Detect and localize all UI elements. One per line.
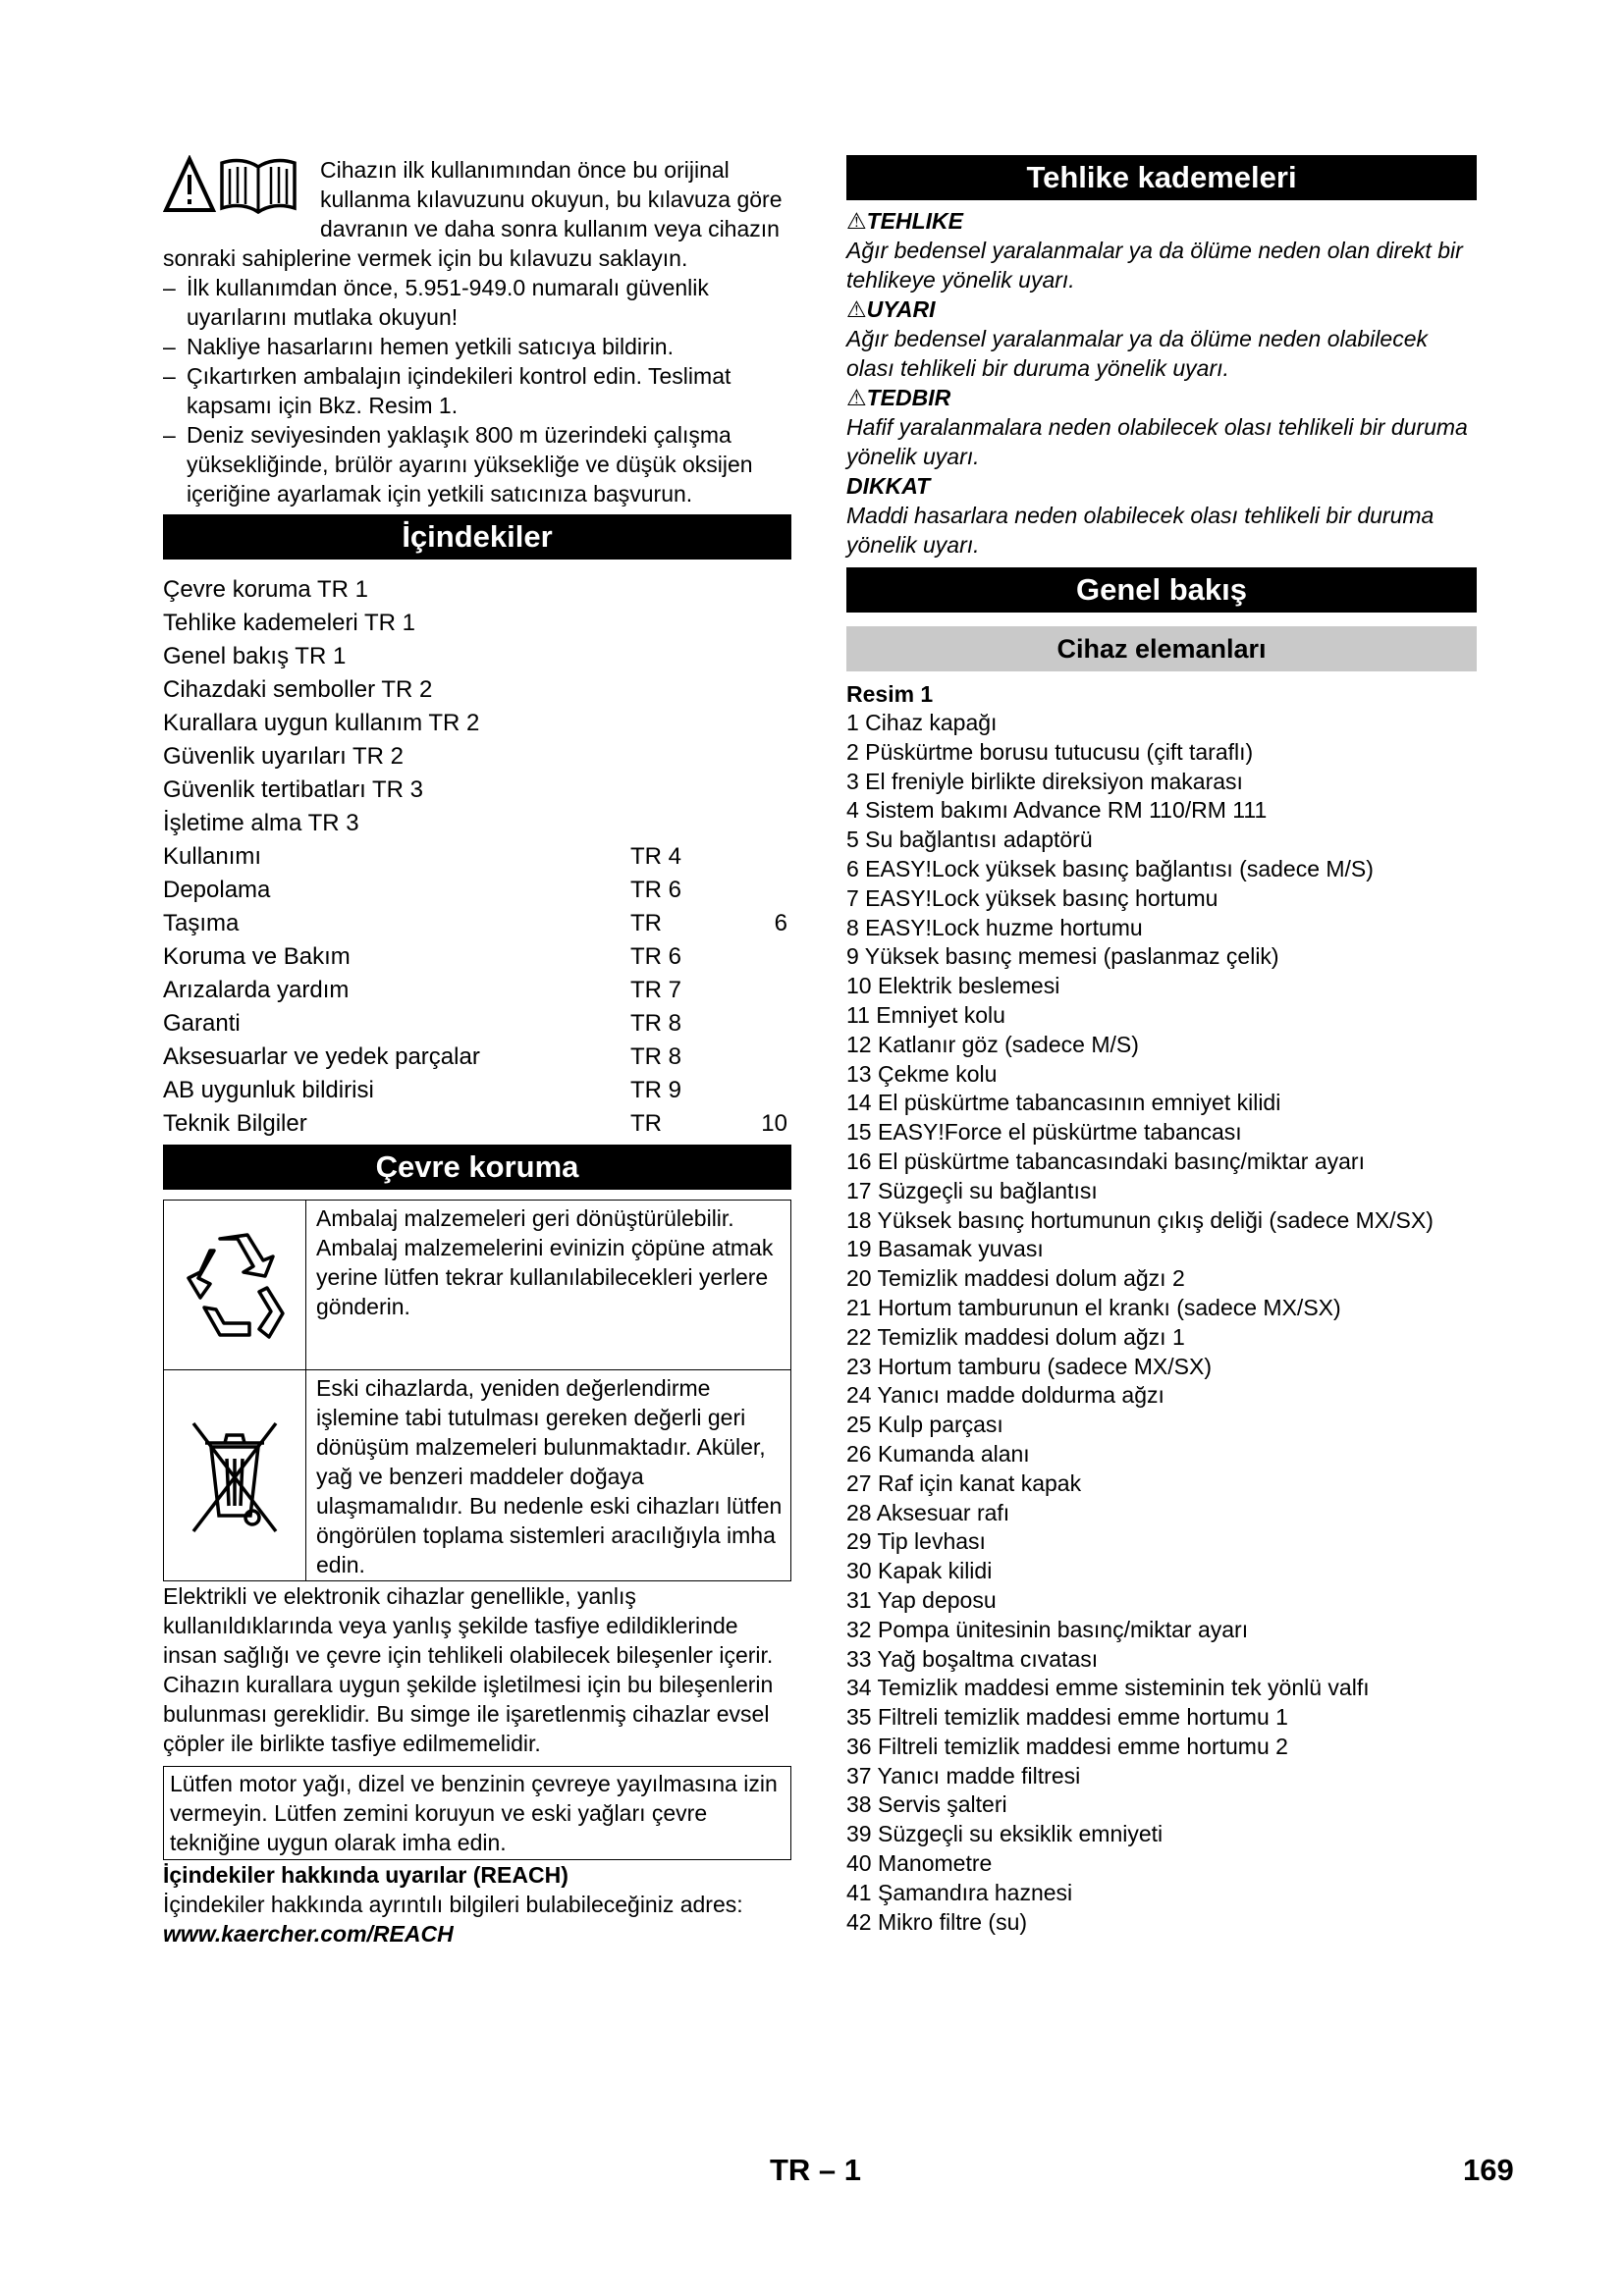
parts-list-item: 31 Yap deposu	[846, 1586, 997, 1613]
hazard-text-caution: Hafif yaralanmalara neden olabilecek olası tehlikeli bir duruma yönelik uyarı.	[846, 414, 1468, 469]
toc-page: TR 8	[630, 1043, 682, 1070]
toc-row[interactable]	[163, 640, 791, 673]
toc-row[interactable]	[163, 840, 791, 874]
toc-page: TR 6	[630, 877, 682, 903]
toc-row[interactable]	[163, 940, 791, 974]
hazard-title-notice: DIKKAT	[846, 473, 931, 499]
env-boxes	[163, 1200, 791, 1581]
parts-list-item: 35 Filtreli temizlik maddesi emme hortumu 1	[846, 1704, 1288, 1731]
toc-title: Genel bakış TR 1	[163, 643, 347, 669]
figure-label: Resim 1	[846, 681, 934, 707]
intro-bullet: – Deniz seviyesinden yaklaşık 800 m üzerindeki çalışma yüksekliğinde, brülör ayarını yüksekliğe ve düşük oksijen içeriğine ayarlamak için yetkili satıcınıza başvurun.	[163, 420, 791, 508]
toc-title: Tehlike kademeleri TR 1	[163, 610, 416, 636]
hazard-heading: Tehlike kademeleri	[846, 155, 1477, 200]
toc-title: Çevre koruma TR 1	[163, 576, 368, 603]
toc-row[interactable]	[163, 874, 791, 907]
parts-list-item: 1 Cihaz kapağı	[846, 710, 998, 735]
env-heading: Çevre koruma	[163, 1145, 791, 1190]
intro-bullet: – Çıkartırken ambalajın içindekileri kontrol edin. Teslimat kapsamı için Bkz. Resim 1.	[163, 361, 791, 420]
reach-title: İçindekiler hakkında uyarılar (REACH)	[163, 1862, 568, 1888]
parts-list-item: 15 EASY!Force el püskürtme tabancası	[846, 1119, 1242, 1146]
left-column	[163, 155, 791, 1949]
parts-list-item: 23 Hortum tamburu (sadece MX/SX)	[846, 1353, 1212, 1379]
toc-title: Kullanımı	[163, 843, 262, 870]
parts-list-item: 10 Elektrik beslemesi	[846, 973, 1060, 999]
parts-list-item: 33 Yağ boşaltma cıvatası	[846, 1645, 1099, 1672]
recycling-text: Ambalaj malzemeleri geri dönüştürülebilir. Ambalaj malzemelerini evinizin çöpüne atmak yerine lütfen tekrar kullanılabilecekleri yerlere gönderin.	[316, 1205, 774, 1319]
toc-title: Koruma ve Bakım	[163, 943, 351, 970]
right-column	[846, 155, 1477, 1937]
toc-row[interactable]	[163, 974, 791, 1007]
book-icon	[222, 160, 295, 212]
intro-icons	[163, 155, 320, 218]
parts-list-item: 39 Süzgeçli su eksiklik emniyeti	[846, 1821, 1164, 1847]
recycling-box	[163, 1200, 791, 1370]
parts-list-item: 21 Hortum tamburunun el krankı (sadece MX/SX)	[846, 1294, 1341, 1320]
toc-row[interactable]	[163, 740, 791, 774]
parts-list-item: 40 Manometre	[846, 1850, 993, 1877]
toc-row[interactable]	[163, 607, 791, 640]
parts-list-item: 27 Raf için kanat kapak	[846, 1469, 1082, 1496]
toc-title: Güvenlik tertibatları TR 3	[163, 776, 423, 803]
toc-title: Garanti	[163, 1010, 241, 1037]
toc-row[interactable]	[163, 573, 791, 607]
hazard-text-danger: Ağır bedensel yaralanmalar ya da ölüme neden olan direkt bir tehlikeye yönelik uyarı.	[846, 238, 1463, 293]
toc-row[interactable]	[163, 673, 791, 707]
recycling-icon	[181, 1227, 289, 1343]
parts-list-item: 32 Pompa ünitesinin basınç/miktar ayarı	[846, 1616, 1249, 1642]
parts-list-item: 26 Kumanda alanı	[846, 1440, 1030, 1467]
toc-page: TR 8	[630, 1010, 682, 1037]
parts-list-item: 9 Yüksek basınç memesi (paslanmaz çelik)	[846, 943, 1279, 970]
toc-page: TR 4	[630, 843, 682, 870]
parts-list-item: 36 Filtreli temizlik maddesi emme hortumu 2	[846, 1733, 1288, 1759]
parts-list-item: 12 Katlanır göz (sadece M/S)	[846, 1031, 1139, 1057]
parts-list-item: 11 Emniyet kolu	[846, 1001, 1005, 1028]
toc-title: Aksesuarlar ve yedek parçalar	[163, 1043, 480, 1070]
parts-list-item: 2 Püskürtme borusu tutucusu (çift taraflı)	[846, 738, 1254, 765]
reach-url-link[interactable]: www.kaercher.com/REACH	[163, 1921, 454, 1947]
parts-list-item: 25 Kulp parçası	[846, 1412, 1003, 1438]
parts-list-item: 5 Su bağlantısı adaptörü	[846, 827, 1093, 853]
parts-list-item: 18 Yüksek basınç hortumunun çıkış deliği (sadece MX/SX)	[846, 1206, 1434, 1233]
parts-list-item: 37 Yanıcı madde filtresi	[846, 1762, 1081, 1789]
toc-page-number: 10	[761, 1110, 787, 1137]
toc-page: TR 6	[630, 943, 682, 970]
toc-row[interactable]	[163, 707, 791, 740]
disposal-box	[163, 1370, 791, 1581]
parts-list-item: 8 EASY!Lock huzme hortumu	[846, 914, 1143, 940]
reach-text: İçindekiler hakkında ayrıntılı bilgileri bulabileceğiniz adres:	[163, 1892, 743, 1917]
hazard-title-warning: ⚠UYARI	[846, 296, 936, 322]
parts-list-item: 28 Aksesuar rafı	[846, 1499, 1010, 1525]
parts-list-item: 7 EASY!Lock yüksek basınç hortumu	[846, 884, 1218, 911]
toc-list	[163, 573, 791, 1141]
parts-list-item: 4 Sistem bakımı Advance RM 110/RM 111	[846, 797, 1268, 824]
hazard-title-caution: ⚠TEDBIR	[846, 385, 951, 410]
toc-page: TR 7	[630, 977, 682, 1003]
parts-list-item: 24 Yanıcı madde doldurma ağzı	[846, 1382, 1164, 1409]
toc-heading: İçindekiler	[163, 514, 791, 560]
disposal-picture	[164, 1370, 306, 1580]
env-paragraph: Elektrikli ve elektronik cihazlar genellikle, yanlış kullanıldıklarında veya yanlış şekilde tasfiye edildiklerinde insan sağlığı ve çevre için tehlikeli olabilecek bileşenler içerir. Cihazın kurallara uygun şekilde işletilmesi için bu bileşenlerin bulunması gereklidir. Bu simge ile işaretlenmiş cihazlar evsel çöpler ile birlikte tasfiye edilmemelidir.	[163, 1583, 774, 1756]
footer-section-code: TR – 1	[770, 2153, 862, 2187]
parts-list-item: 6 EASY!Lock yüksek basınç bağlantısı (sadece M/S)	[846, 855, 1374, 881]
hazard-list	[846, 206, 1477, 560]
toc-row[interactable]	[163, 1041, 791, 1074]
hazard-title-danger: ⚠TEHLIKE	[846, 208, 964, 234]
toc-title: Cihazdaki semboller TR 2	[163, 676, 433, 703]
toc-row[interactable]	[163, 1074, 791, 1107]
parts-list-item: 14 El püskürtme tabancasının emniyet kilidi	[846, 1090, 1281, 1116]
parts-list-item: 42 Mikro filtre (su)	[846, 1908, 1028, 1935]
hazard-text-warning: Ağır bedensel yaralanmalar ya da ölüme neden olabilecek olası tehlikeli bir duruma yönelik uyarı.	[846, 326, 1428, 381]
toc-title: İşletime alma TR 3	[163, 810, 359, 836]
parts-list-item: 20 Temizlik maddesi dolum ağzı 2	[846, 1265, 1185, 1292]
parts-list-item: 13 Çekme kolu	[846, 1060, 998, 1087]
toc-row[interactable]	[163, 907, 791, 940]
oil-note-box	[163, 1766, 791, 1860]
parts-list-item: 30 Kapak kilidi	[846, 1558, 993, 1584]
hazard-text-notice: Maddi hasarlara neden olabilecek olası tehlikeli bir duruma yönelik uyarı.	[846, 503, 1435, 558]
toc-title: Kurallara uygun kullanım TR 2	[163, 710, 480, 736]
parts-list-item: 19 Basamak yuvası	[846, 1236, 1044, 1262]
toc-row[interactable]	[163, 807, 791, 840]
toc-title: Taşıma	[163, 910, 240, 936]
intro-text: Cihazın ilk kullanımından önce bu orijinal kullanma kılavuzunu okuyun, bu kılavuza göre davranın ve daha sonra kullanım veya cihazın sonraki sahiplerine vermek için bu kılavuzu saklayın.	[163, 157, 783, 271]
oil-note-text: Lütfen motor yağı, dizel ve benzinin çevreye yayılmasına izin vermeyin. Lütfen zemini koruyun ve eski yağları çevre tekniğine uygun olarak imha edin.	[170, 1771, 778, 1855]
toc-title: Teknik Bilgiler	[163, 1110, 307, 1137]
parts-list-item: 22 Temizlik maddesi dolum ağzı 1	[846, 1323, 1185, 1350]
parts-list	[846, 709, 1477, 1937]
toc-title: AB uygunluk bildirisi	[163, 1077, 374, 1103]
toc-page-number: 6	[774, 910, 787, 936]
overview-subheading: Cihaz elemanları	[846, 626, 1477, 671]
parts-list-item: 3 El freniyle birlikte direksiyon makarası	[846, 768, 1243, 794]
toc-row[interactable]	[163, 1107, 791, 1141]
toc-title: Güvenlik uyarıları TR 2	[163, 743, 404, 770]
overview-heading: Genel bakış	[846, 567, 1477, 613]
toc-page: TR	[630, 910, 662, 936]
parts-list-item: 41 Şamandıra haznesi	[846, 1879, 1073, 1905]
toc-title: Arızalarda yardım	[163, 977, 350, 1003]
parts-list-item: 29 Tip levhası	[846, 1528, 986, 1555]
toc-page: TR 9	[630, 1077, 682, 1103]
footer-page-number: 169	[1463, 2153, 1514, 2187]
parts-list-item: 38 Servis şalteri	[846, 1791, 1007, 1818]
parts-list-item: 16 El püskürtme tabancasındaki basınç/miktar ayarı	[846, 1148, 1365, 1174]
toc-page: TR	[630, 1110, 662, 1137]
intro-section	[163, 155, 791, 508]
parts-list-item: 34 Temizlik maddesi emme sisteminin tek yönlü valfı	[846, 1675, 1370, 1701]
intro-bullet: – İlk kullanımdan önce, 5.951-949.0 numaralı güvenlik uyarılarını mutlaka okuyun!	[163, 273, 791, 332]
toc-title: Depolama	[163, 877, 271, 903]
recycling-picture	[164, 1201, 306, 1369]
toc-row[interactable]	[163, 1007, 791, 1041]
intro-bullet: – Nakliye hasarlarını hemen yetkili satıcıya bildirin.	[163, 332, 791, 361]
crossed-bin-icon	[186, 1412, 284, 1539]
disposal-text: Eski cihazlarda, yeniden değerlendirme işlemine tabi tutulması gereken değerli geri dönüşüm malzemeleri bulunmaktadır. Aküler, yağ ve benzeri maddeler doğaya ulaşmamalıdır. Bu nedenle eski cihazları lütfen öngörülen toplama sistemleri aracılığıyla imha edin.	[316, 1375, 783, 1577]
toc-row[interactable]	[163, 774, 791, 807]
parts-list-item: 17 Süzgeçli su bağlantısı	[846, 1177, 1098, 1203]
warning-triangle-icon	[163, 155, 318, 214]
